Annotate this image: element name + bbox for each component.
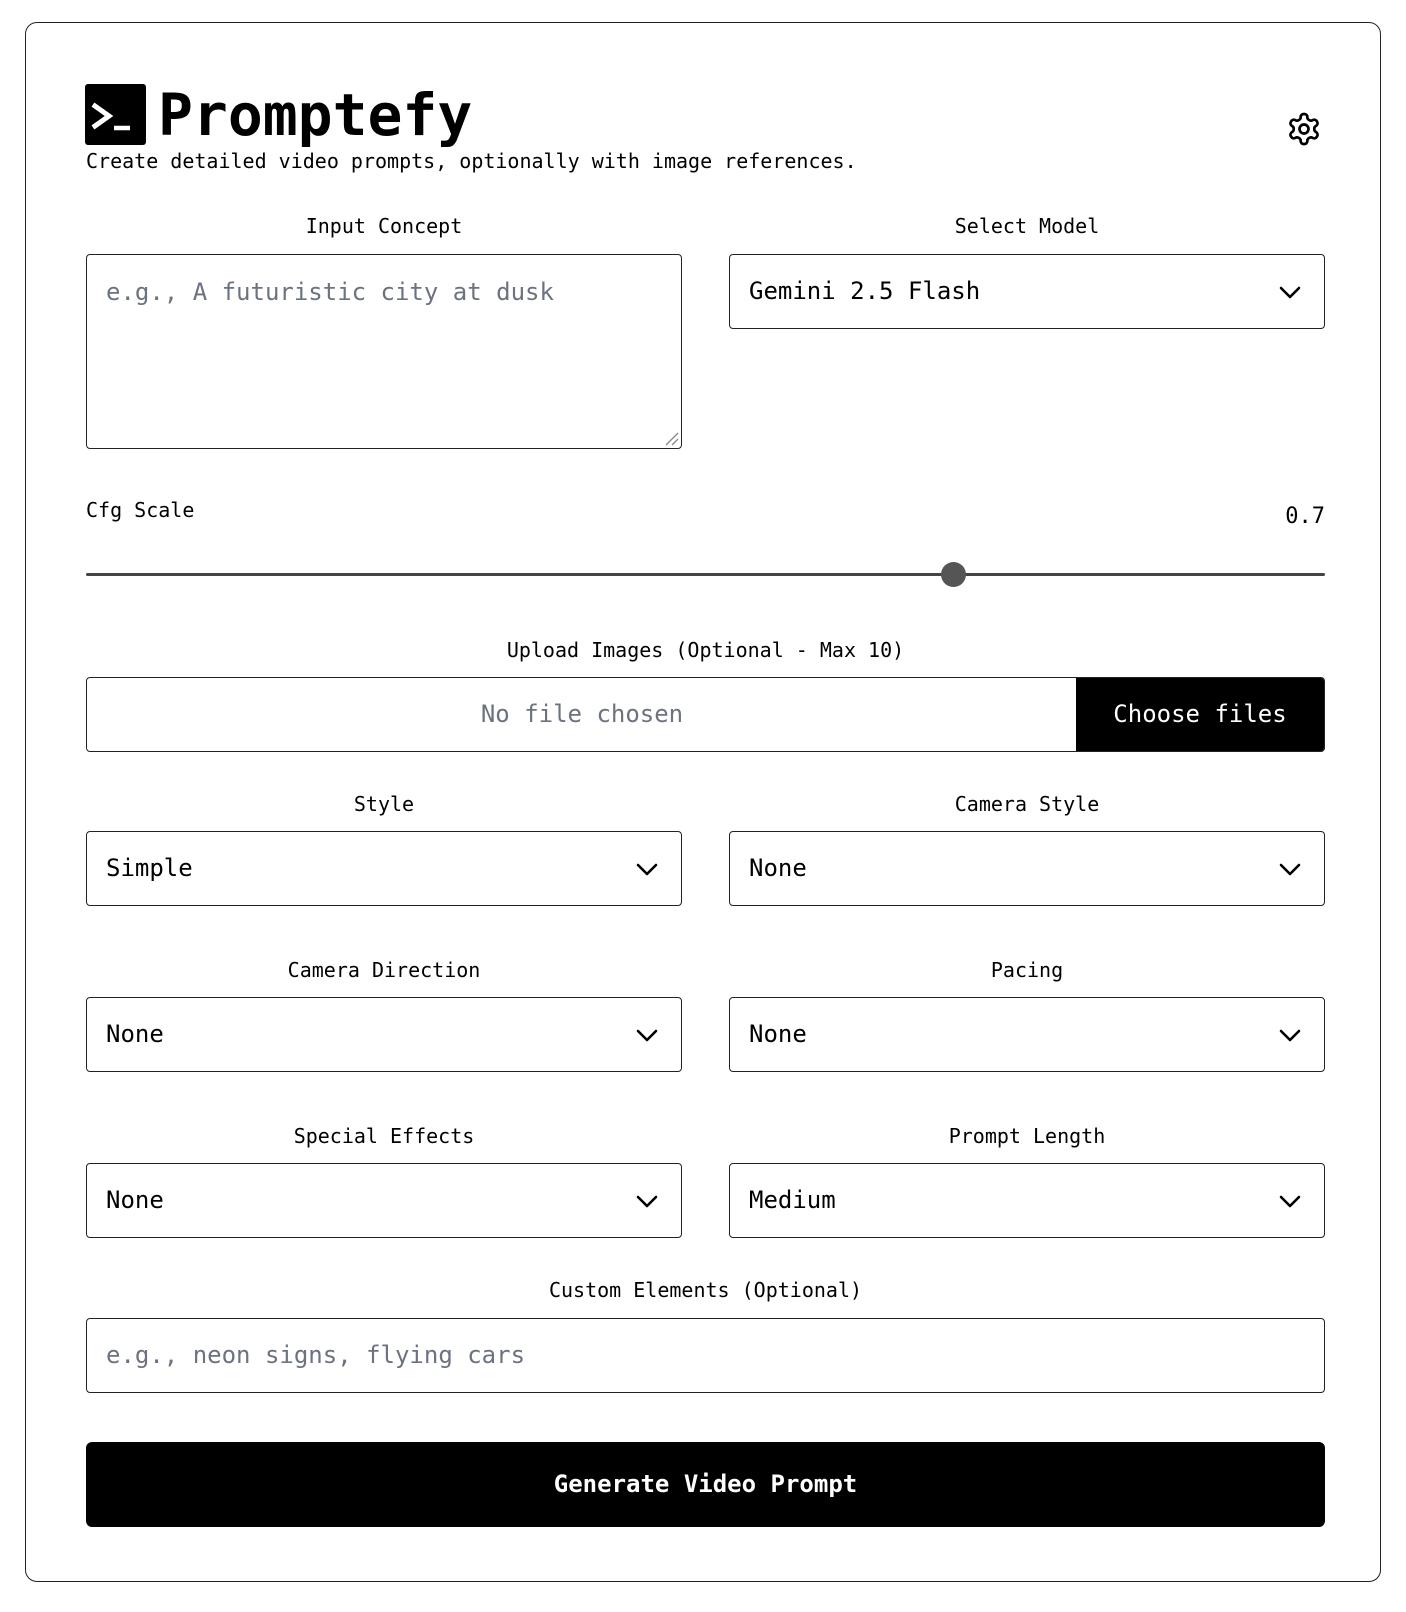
select-model-value: Gemini 2.5 Flash xyxy=(749,277,981,305)
chevron-down-icon xyxy=(1278,1190,1302,1212)
custom-elements-label: Custom Elements (Optional) xyxy=(548,1278,863,1302)
camera-direction-label: Camera Direction xyxy=(287,958,481,982)
chevron-down-icon xyxy=(1278,858,1302,880)
style-label: Style xyxy=(353,792,415,816)
prompt-length-label: Prompt Length xyxy=(948,1124,1106,1148)
chevron-down-icon xyxy=(635,858,659,880)
camera-style-label: Camera Style xyxy=(954,792,1100,816)
app-subtitle: Create detailed video prompts, optionally with image references. xyxy=(86,149,857,173)
input-concept-textarea[interactable] xyxy=(86,254,682,449)
generate-video-prompt-button[interactable]: Generate Video Prompt xyxy=(86,1442,1325,1527)
terminal-prompt-icon xyxy=(85,84,146,145)
pacing-value: None xyxy=(749,1020,807,1048)
custom-elements-placeholder: e.g., neon signs, flying cars xyxy=(106,1341,526,1369)
chevron-down-icon xyxy=(1278,1024,1302,1046)
camera-style-value: None xyxy=(749,854,807,882)
cfg-scale-label: Cfg Scale xyxy=(86,498,195,522)
select-model-dropdown[interactable] xyxy=(729,254,1325,329)
chevron-down-icon xyxy=(635,1190,659,1212)
chevron-down-icon xyxy=(635,1024,659,1046)
style-dropdown[interactable] xyxy=(86,831,682,906)
cfg-scale-slider[interactable] xyxy=(86,573,1325,576)
input-concept-label: Input Concept xyxy=(305,214,463,238)
camera-direction-dropdown[interactable] xyxy=(86,997,682,1072)
choose-files-button[interactable]: Choose files xyxy=(1076,678,1324,751)
prompt-length-value: Medium xyxy=(749,1186,836,1214)
resize-handle-icon[interactable] xyxy=(663,430,679,446)
camera-direction-value: None xyxy=(106,1020,164,1048)
gear-icon[interactable] xyxy=(1286,111,1322,147)
file-status-text: No file chosen xyxy=(480,700,684,728)
input-concept-placeholder: e.g., A futuristic city at dusk xyxy=(106,278,554,306)
special-effects-value: None xyxy=(106,1186,164,1214)
prompt-length-dropdown[interactable] xyxy=(729,1163,1325,1238)
cfg-scale-slider-thumb[interactable] xyxy=(941,562,966,587)
special-effects-dropdown[interactable] xyxy=(86,1163,682,1238)
upload-images-input[interactable] xyxy=(86,677,1325,752)
pacing-label: Pacing xyxy=(990,958,1064,982)
chevron-down-icon xyxy=(1278,281,1302,303)
camera-style-dropdown[interactable] xyxy=(729,831,1325,906)
custom-elements-input[interactable] xyxy=(86,1318,1325,1393)
special-effects-label: Special Effects xyxy=(293,1124,475,1148)
pacing-dropdown[interactable] xyxy=(729,997,1325,1072)
cfg-scale-value: 0.7 xyxy=(1285,504,1325,529)
select-model-label: Select Model xyxy=(954,214,1100,238)
upload-images-label: Upload Images (Optional - Max 10) xyxy=(506,638,905,662)
app-title: Promptefy xyxy=(158,81,473,149)
style-value: Simple xyxy=(106,854,193,882)
